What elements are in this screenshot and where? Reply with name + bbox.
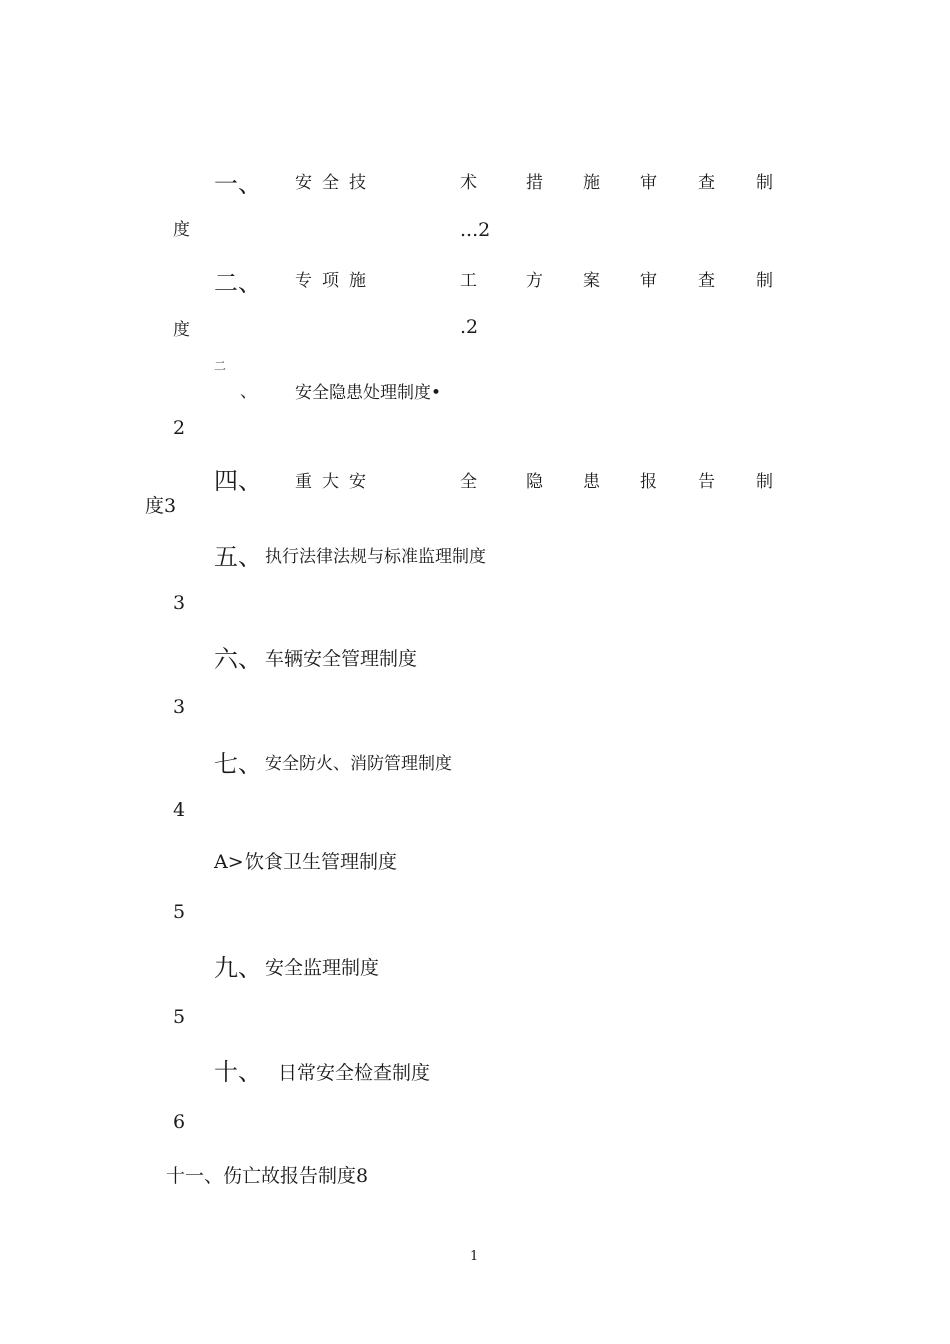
toc-title-char: 查: [698, 271, 715, 291]
toc-title-char: 告: [698, 472, 715, 492]
toc-title: 执行法律法规与标准监理制度: [265, 547, 486, 567]
toc-title-char: 安: [295, 173, 312, 193]
toc-title-char: 制: [756, 271, 773, 291]
toc-number: 六、: [214, 645, 262, 673]
toc-page-number: 5: [173, 901, 186, 923]
toc-title-char: 制: [756, 173, 773, 193]
toc-title: 安全监理制度: [265, 957, 380, 979]
toc-number: 十、: [214, 1058, 262, 1086]
toc-page-number: 6: [173, 1111, 186, 1133]
toc-title-char: 术: [460, 173, 477, 193]
toc-number: 九、: [214, 954, 262, 982]
toc-title-char: 隐: [526, 472, 543, 492]
toc-number: 五、: [214, 543, 262, 571]
toc-title: 车辆安全管理制度: [265, 648, 418, 670]
toc-title-char: 审: [640, 271, 657, 291]
toc-number: 七、: [214, 750, 262, 778]
toc-page-number: 3: [173, 696, 186, 718]
toc-title-char: 重: [295, 472, 312, 492]
toc-title-char: 措: [526, 173, 543, 193]
toc-number: 二、: [214, 269, 262, 297]
toc-number: 四、: [214, 467, 262, 495]
toc-title-wrap: 度: [173, 320, 190, 340]
toc-page-number: 3: [173, 592, 186, 614]
toc-page-number: 5: [173, 1006, 186, 1028]
toc-title-char: 患: [583, 472, 600, 492]
toc-page-number: ...2: [460, 219, 491, 241]
toc-title: 安全防火、消防管理制度: [265, 754, 452, 774]
toc-title-char: 全: [322, 173, 339, 193]
toc-title-char: 施: [349, 271, 366, 291]
toc-title-char: 审: [640, 173, 657, 193]
toc-number-mark: 、: [240, 382, 257, 402]
toc-page-number: 4: [173, 799, 186, 821]
toc-title-char: 制: [756, 472, 773, 492]
toc-title: 十一、伤亡故报告制度8: [166, 1165, 369, 1187]
toc-title-char: 查: [698, 173, 715, 193]
toc-title-char: 报: [640, 472, 657, 492]
toc-title-char: 施: [583, 173, 600, 193]
page-number: 1: [470, 1249, 479, 1264]
toc-title-char: 项: [322, 271, 339, 291]
toc-page-number: 2: [173, 417, 186, 439]
toc-number: 一、: [214, 170, 262, 198]
toc-title: 安全隐患处理制度•: [295, 383, 442, 403]
toc-title-char: 技: [349, 173, 366, 193]
toc-title-char: 大: [322, 472, 339, 492]
toc-number: A>: [214, 851, 244, 873]
toc-title-char: 专: [295, 271, 312, 291]
toc-title-char: 全: [460, 472, 477, 492]
toc-title-char: 安: [349, 472, 366, 492]
toc-title: 日常安全检查制度: [278, 1062, 431, 1084]
toc-title-wrap: 度: [173, 220, 190, 240]
toc-title-char: 案: [583, 271, 600, 291]
toc-title-char: 方: [526, 271, 543, 291]
toc-number: 二: [214, 359, 227, 373]
toc-title: 饮食卫生管理制度: [245, 851, 398, 873]
toc-title-wrap: 度3: [145, 495, 177, 517]
toc-title-char: 工: [460, 271, 477, 291]
toc-page-number: .2: [460, 316, 479, 338]
